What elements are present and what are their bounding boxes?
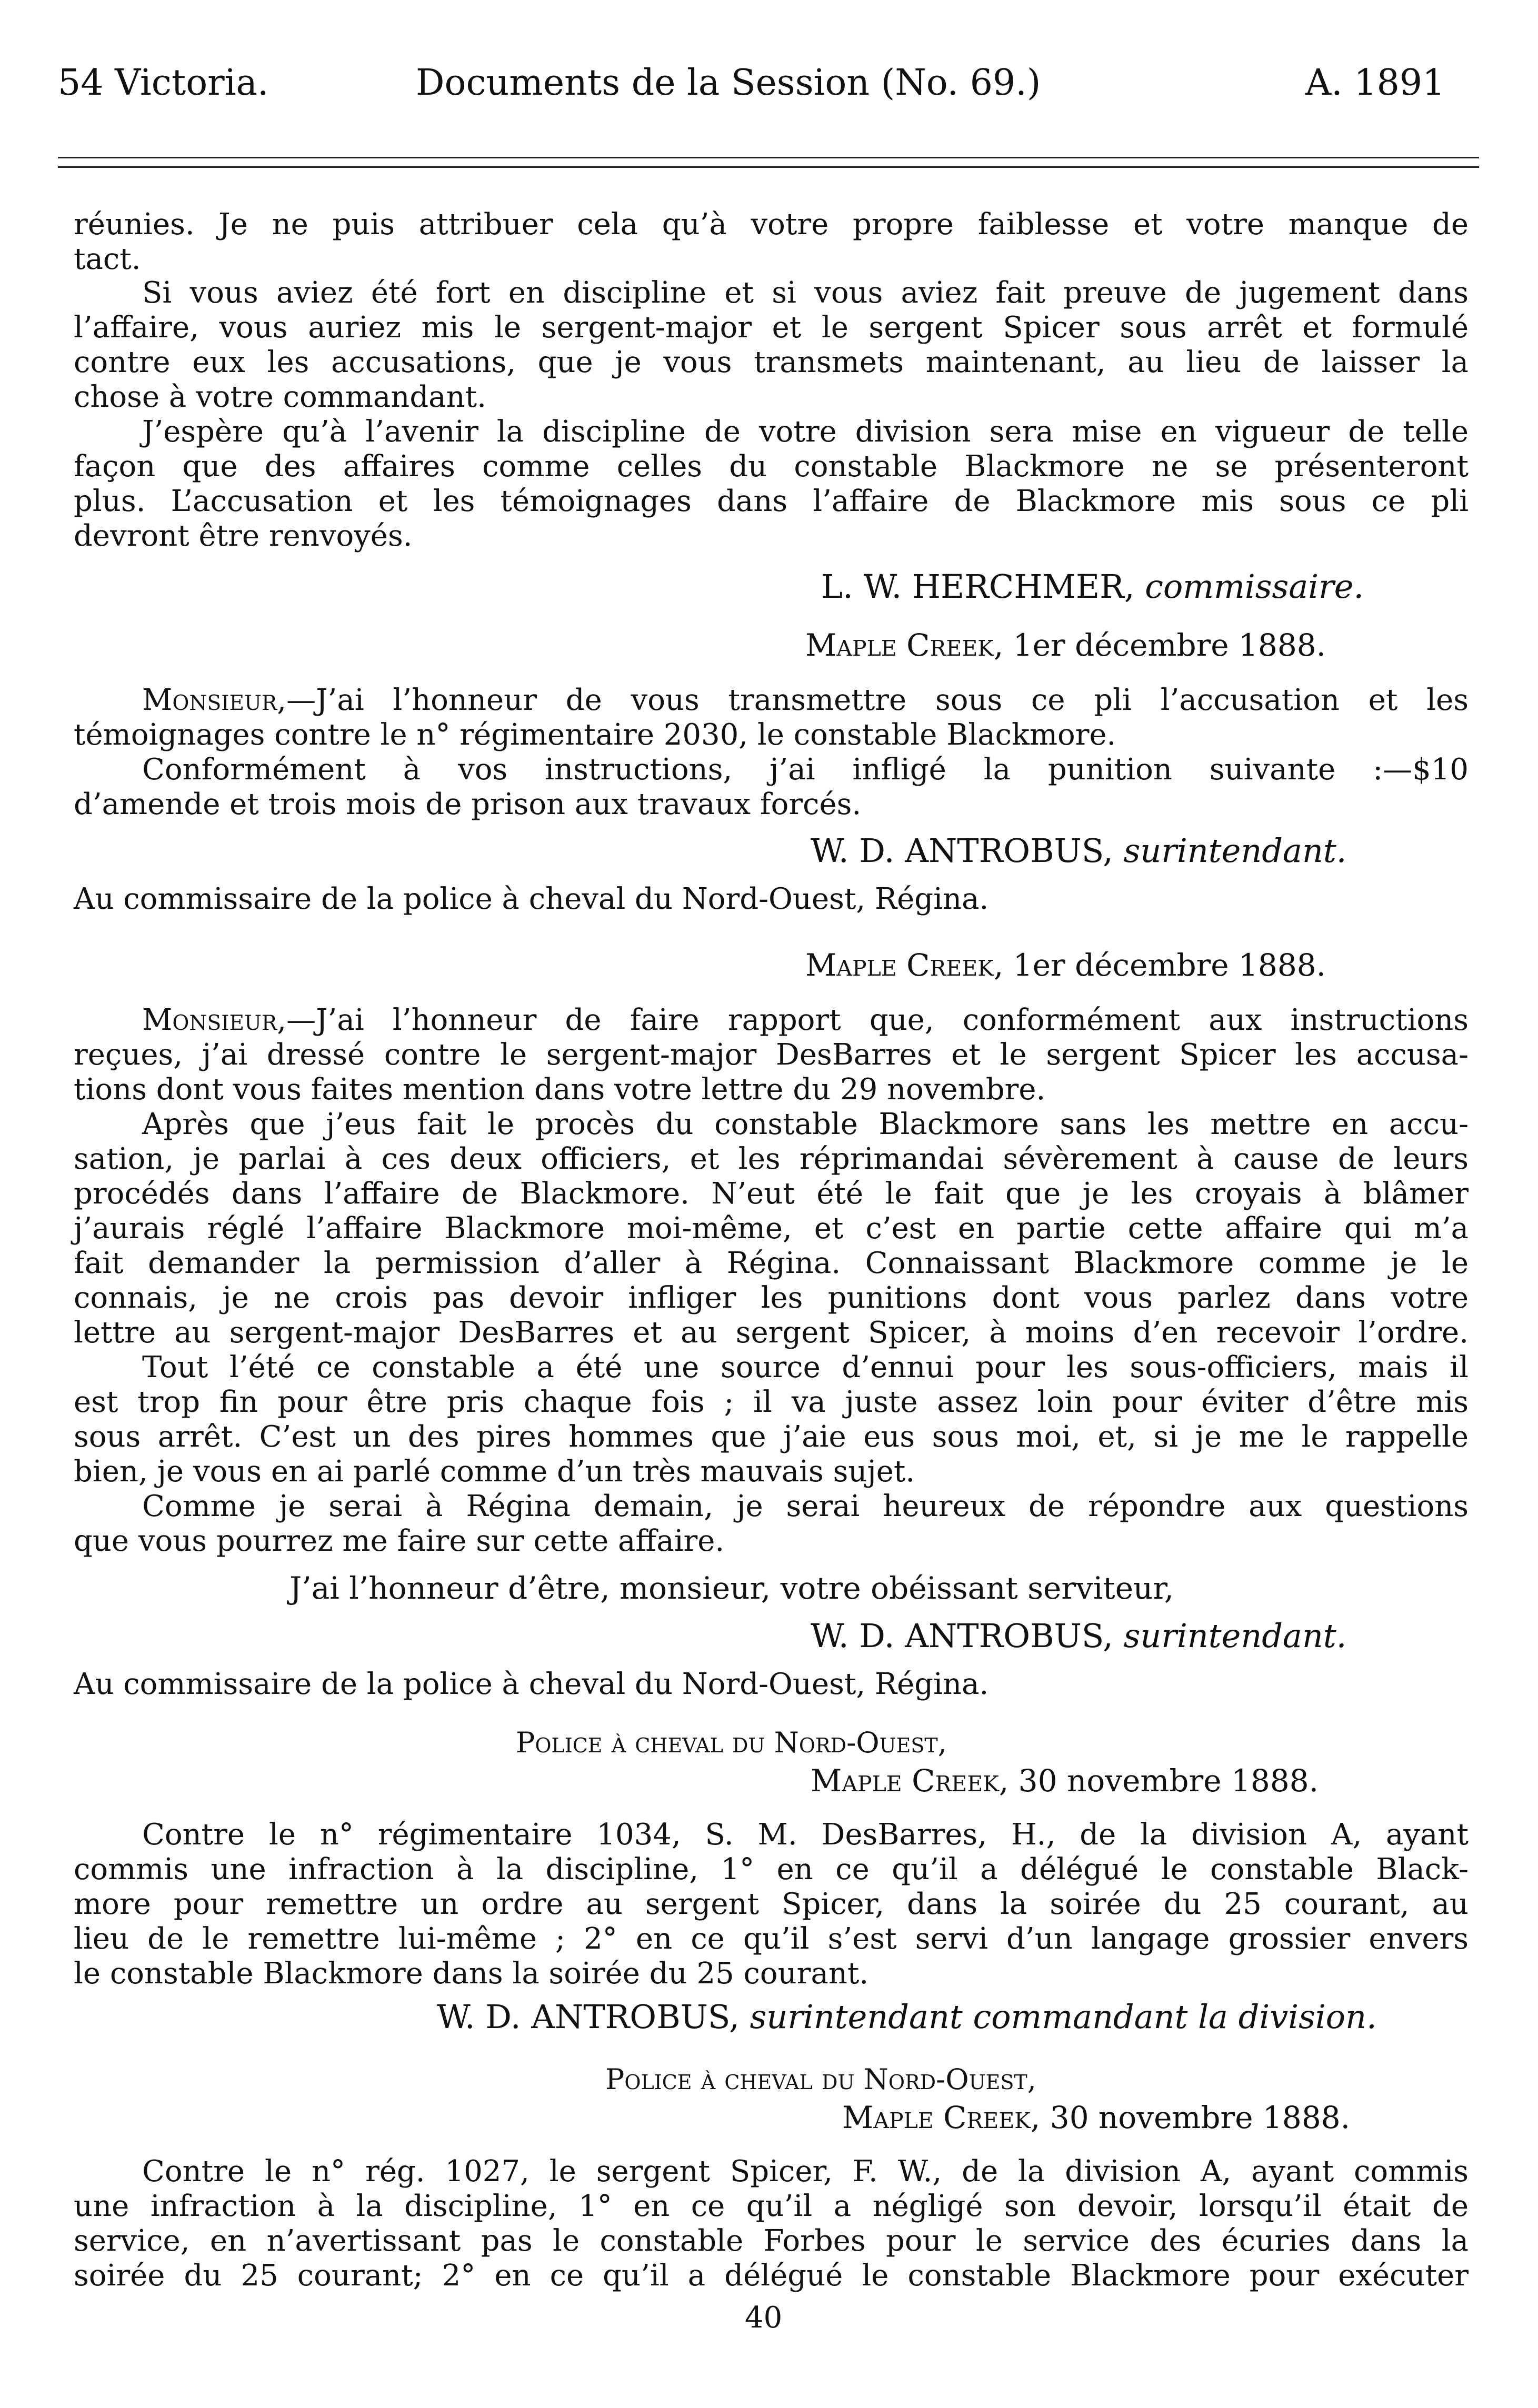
text-line: témoignages contre le n° régimentaire 2030, le constable Blackmore. bbox=[74, 718, 1116, 752]
text-line: l’affaire, vous auriez mis le sergent-major et le sergent Spicer sous arrêt et formulé bbox=[74, 310, 1469, 345]
text-line: façon que des affaires comme celles du constable Blackmore ne se présenteront bbox=[74, 449, 1469, 484]
heading-police: Police à cheval du Nord-Ouest, bbox=[516, 1726, 947, 1759]
text-line: Contre le n° régimentaire 1034, S. M. DesBarres, H., de la division A, ayant bbox=[142, 1818, 1469, 1852]
text-line: soirée du 25 courant; 2° en ce qu’il a délégué le constable Blackmore pour exécuter bbox=[74, 2259, 1469, 2293]
text-line: chose à votre commandant. bbox=[74, 380, 486, 414]
text-line: reçues, j’ai dressé contre le sergent-major DesBarres et le sergent Spicer les accusa- bbox=[74, 1038, 1469, 1072]
header-year: A. 1891 bbox=[1305, 62, 1445, 104]
text-line: Contre le n° rég. 1027, le sergent Spicer, F. W., de la division A, ayant commis bbox=[142, 2154, 1469, 2189]
text-line: lieu de le remettre lui-même ; 2° en ce qu’il s’est servi d’un langage grossier envers bbox=[74, 1922, 1469, 1956]
signature-antrobus: W. D. ANTROBUS, surintendant. bbox=[811, 1617, 1347, 1655]
dateline: Maple Creek, 1er décembre 1888. bbox=[805, 627, 1326, 663]
header-rule-double bbox=[58, 166, 1479, 168]
header-title: Documents de la Session (No. 69.) bbox=[416, 62, 1041, 104]
text-line: Si vous aviez été fort en discipline et si vous aviez fait preuve de jugement dans bbox=[142, 276, 1469, 310]
header-rule bbox=[58, 157, 1479, 158]
addressee-line: Au commissaire de la police à cheval du Nord-Ouest, Régina. bbox=[74, 1667, 989, 1701]
dateline: Maple Creek, 30 novembre 1888. bbox=[842, 2100, 1351, 2135]
text-line: est trop fin pour être pris chaque fois ; il va juste assez loin pour éviter d’être mis bbox=[74, 1385, 1469, 1419]
text-line: devront être renvoyés. bbox=[74, 519, 413, 553]
text-line: more pour remettre un ordre au sergent Spicer, dans la soirée du 25 courant, au bbox=[74, 1887, 1469, 1921]
signature-herchmer: L. W. HERCHMER, commissaire. bbox=[821, 567, 1364, 606]
header-volume: 54 Victoria. bbox=[58, 62, 269, 104]
text-line: Conformément à vos instructions, j’ai infligé la punition suivante :—$10 bbox=[142, 752, 1469, 787]
closing-line: J’ai l’honneur d’être, monsieur, votre obéissant serviteur, bbox=[289, 1570, 1174, 1606]
signature-antrobus-commandant: W. D. ANTROBUS, surintendant commandant la division. bbox=[437, 1998, 1377, 2036]
text-line: lettre au sergent-major DesBarres et au sergent Spicer, à moins d’en recevoir l’ordre. bbox=[74, 1316, 1469, 1350]
text-line: Monsieur,—J’ai l’honneur de vous transmettre sous ce pli l’accusation et les bbox=[142, 683, 1469, 717]
signature-antrobus: W. D. ANTROBUS, surintendant. bbox=[811, 831, 1347, 870]
text-line: Après que j’eus fait le procès du constable Blackmore sans les mettre en accu- bbox=[142, 1107, 1469, 1141]
text-line: plus. L’accusation et les témoignages dans l’affaire de Blackmore mis sous ce pli bbox=[74, 484, 1469, 518]
text-line: Tout l’été ce constable a été une source d’ennui pour les sous-officiers, mais il bbox=[142, 1350, 1469, 1384]
text-line: bien, je vous en ai parlé comme d’un très mauvais sujet. bbox=[74, 1454, 915, 1489]
text-line: j’aurais réglé l’affaire Blackmore moi-même, et c’est en partie cette affaire qui m’a bbox=[74, 1211, 1469, 1246]
text-line: connais, je ne crois pas devoir infliger les punitions dont vous parlez dans votre bbox=[74, 1281, 1469, 1315]
text-line: tions dont vous faites mention dans votre lettre du 29 novembre. bbox=[74, 1072, 1046, 1107]
dateline: Maple Creek, 1er décembre 1888. bbox=[805, 947, 1326, 983]
addressee-line: Au commissaire de la police à cheval du Nord-Ouest, Régina. bbox=[74, 882, 989, 916]
text-line: Comme je serai à Régina demain, je serai heureux de répondre aux questions bbox=[142, 1489, 1469, 1523]
text-line: procédés dans l’affaire de Blackmore. N’eut été le fait que je les croyais à blâmer bbox=[74, 1177, 1469, 1211]
text-line: commis une infraction à la discipline, 1° en ce qu’il a délégué le constable Black- bbox=[74, 1852, 1469, 1887]
heading-police: Police à cheval du Nord-Ouest, bbox=[605, 2063, 1036, 2096]
text-line: sation, je parlai à ces deux officiers, et les réprimandai sévèrement à cause de leurs bbox=[74, 1142, 1469, 1176]
text-line: sous arrêt. C’est un des pires hommes que j’aie eus sous moi, et, si je me le rappelle bbox=[74, 1420, 1469, 1454]
text-line: réunies. Je ne puis attribuer cela qu’à votre propre faiblesse et votre manque de bbox=[74, 207, 1469, 242]
text-line: Monsieur,—J’ai l’honneur de faire rapport que, conformément aux instructions bbox=[142, 1003, 1469, 1037]
text-line: une infraction à la discipline, 1° en ce qu’il a négligé son devoir, lorsqu’il était de bbox=[74, 2189, 1469, 2223]
text-line: fait demander la permission d’aller à Régina. Connaissant Blackmore comme je le bbox=[74, 1246, 1469, 1280]
text-line: contre eux les accusations, que je vous transmets maintenant, au lieu de laisser la bbox=[74, 345, 1469, 379]
dateline: Maple Creek, 30 novembre 1888. bbox=[811, 1763, 1319, 1799]
page-number: 40 bbox=[745, 2301, 783, 2335]
text-line: J’espère qu’à l’avenir la discipline de votre division sera mise en vigueur de telle bbox=[142, 415, 1469, 449]
text-line: le constable Blackmore dans la soirée du 25 courant. bbox=[74, 1956, 869, 1991]
text-line: service, en n’avertissant pas le constable Forbes pour le service des écuries dans la bbox=[74, 2224, 1469, 2258]
text-line: tact. bbox=[74, 242, 141, 276]
text-line: que vous pourrez me faire sur cette affaire. bbox=[74, 1524, 725, 1558]
text-line: d’amende et trois mois de prison aux travaux forcés. bbox=[74, 787, 862, 821]
